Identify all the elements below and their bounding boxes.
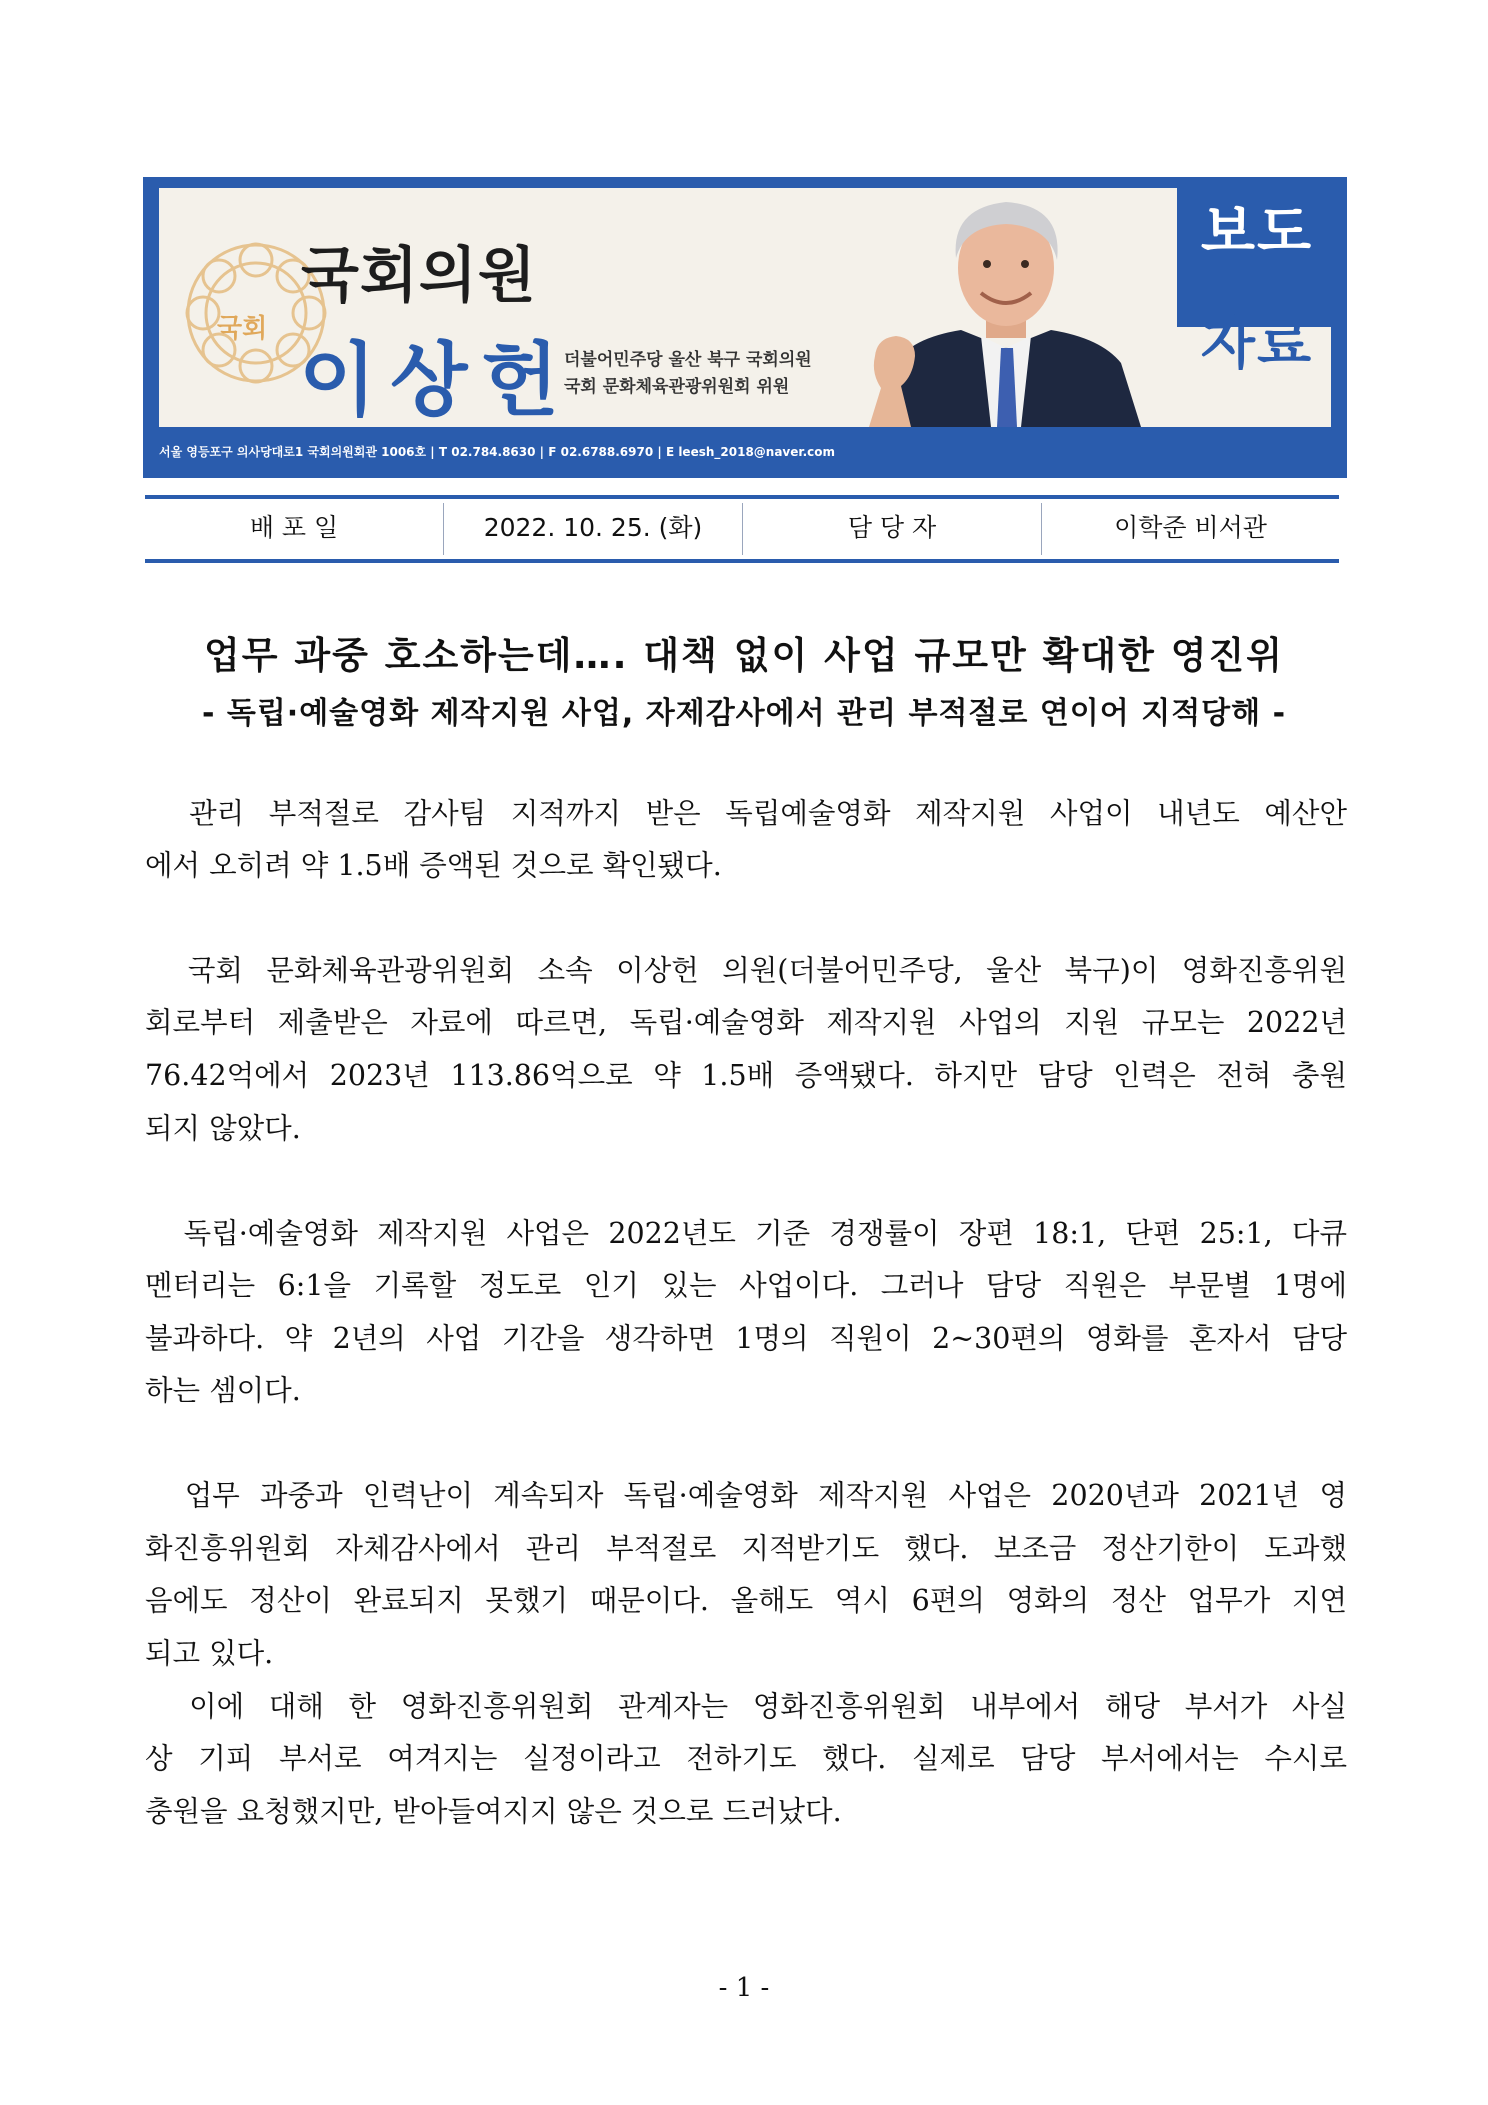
body-line: 화진흥위원회 자체감사에서 관리 부적절로 지적받기도 했다. 보조금 정산기한이 도과했 [145,1532,1347,1565]
contact-person-label: 담 당 자 [847,513,937,542]
banner-title: 국회의원 [301,241,537,311]
release-date-label: 배 포 일 [249,513,339,542]
body-line: 충원을 요청했지만, 받아들여지지 않은 것으로 드러났다. [145,1795,842,1828]
body-line: 음에도 정산이 완료되지 못했기 때문이다. 올해도 역시 6편의 영화의 정산 업무가 지연 [145,1584,1347,1617]
body-line: 회로부터 제출받은 자료에 따르면, 독립·예술영화 제작지원 사업의 지원 규모는 2022년 [145,1006,1347,1039]
banner-panel [159,188,1331,427]
body-line: 국회 문화체육관광위원회 소속 이상헌 의원(더불어민주당, 울산 북구)이 영화진흥위원 [145,954,1347,987]
body-line: 하는 셈이다. [145,1374,301,1407]
contact-person: 이학준 비서관 [1114,513,1267,542]
release-info-table [145,495,1339,563]
seal-text: 국회 [217,314,268,344]
page-number: - 1 - [718,1973,770,2003]
headline: 업무 과중 호소하는데…. 대책 없이 사업 규모만 확대한 영진위 [204,634,1284,677]
body-line: 에서 오히려 약 1.5배 증액된 것으로 확인됐다. [145,849,722,882]
body-line: 업무 과중과 인력난이 계속되자 독립·예술영화 제작지원 사업은 2020년과 2021년 영 [145,1479,1347,1512]
body-line: 관리 부적절로 감사팀 지적까지 받은 독립예술영화 제작지원 사업이 내년도 예산안 [145,797,1347,830]
body-line: 되지 않았다. [145,1112,301,1145]
banner-name: 이상헌 [299,334,573,427]
body-line: 이에 대해 한 영화진흥위원회 관계자는 영화진흥위원회 내부에서 해당 부서가 사실 [145,1690,1347,1723]
body-line: 독립·예술영화 제작지원 사업은 2022년도 기준 경쟁률이 장편 18:1, 단편 25:1, 다큐 [145,1217,1347,1250]
body-line: 불과하다. 약 2년의 사업 기간을 생각하면 1명의 직원이 2~30편의 영화를 혼자서 담당 [145,1322,1347,1355]
banner-footer [143,431,1347,478]
badge-text-bottom: 자료 [1200,312,1314,377]
subheadline: - 독립·예술영화 제작지원 사업, 자제감사에서 관리 부적절로 연이어 지적당해 - [201,696,1287,731]
lawmaker-portrait [841,188,1171,427]
body-line: 상 기피 부서로 여겨지는 실정이라고 전하기도 했다. 실제로 담당 부서에서는 수시로 [145,1742,1347,1775]
body-line: 되고 있다. [145,1637,274,1670]
badge-text-top: 보도 [1200,200,1314,265]
body-line: 76.42억에서 2023년 113.86억으로 약 1.5배 증액됐다. 하지만 담당 인력은 전혀 충원 [145,1059,1347,1092]
affiliation-committee: 국회 문화체육관광위원회 위원 [564,377,790,397]
affiliation-party: 더불어민주당 울산 북구 국회의원 [564,350,812,370]
release-date: 2022. 10. 25. (화) [483,513,703,542]
body-line: 멘터리는 6:1을 기록할 정도로 인기 있는 사업이다. 그러나 담당 직원은 부문별 1명에 [145,1269,1347,1302]
press-banner [143,177,1347,478]
office-contact: 서울 영등포구 의사당대로1 국회의원회관 1006호 | T 02.784.8630 | F 02.6788.6970 | E leesh_2018@naver.com [159,445,836,459]
